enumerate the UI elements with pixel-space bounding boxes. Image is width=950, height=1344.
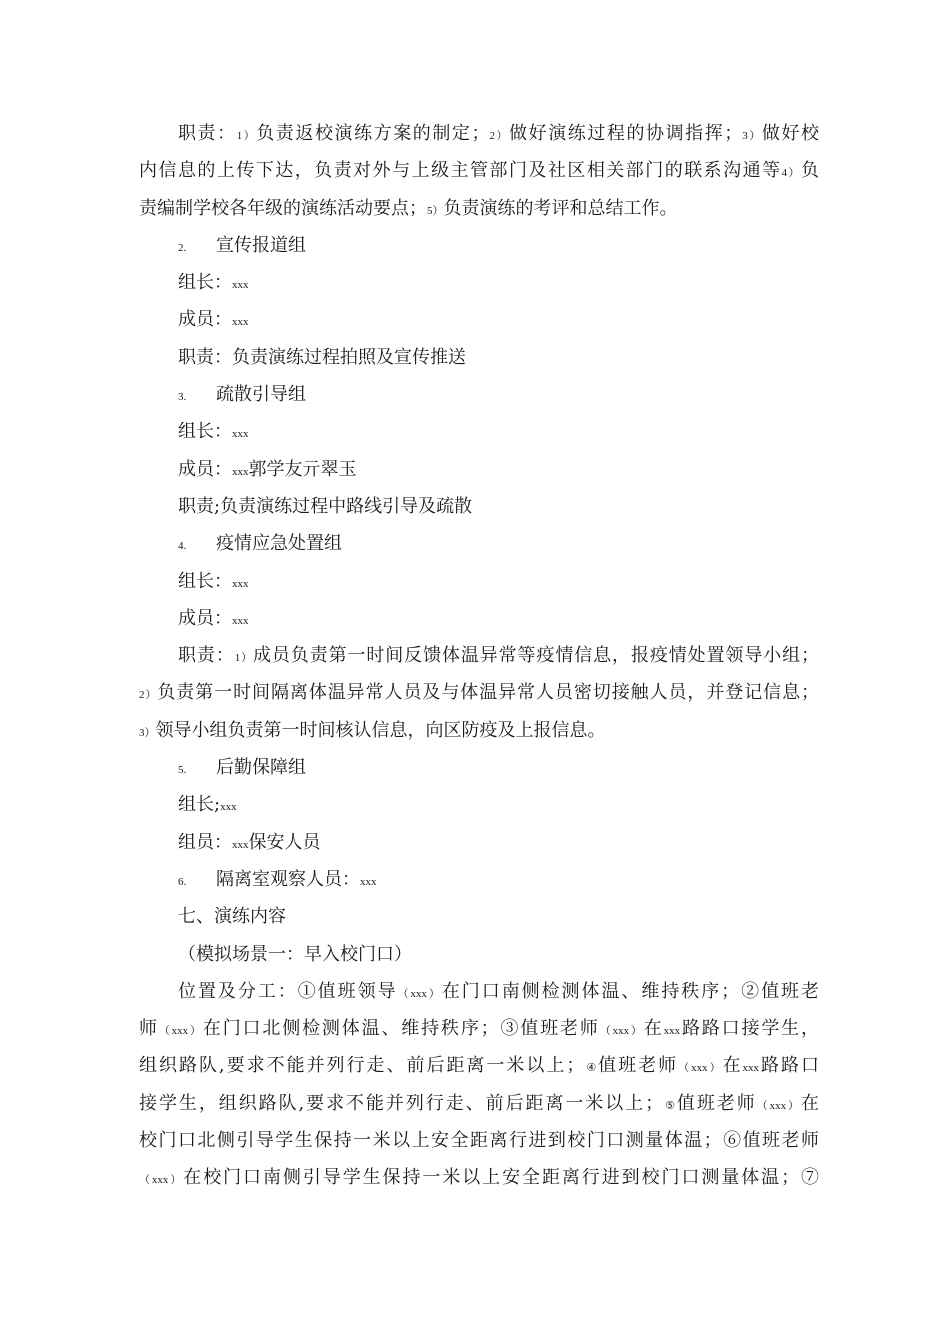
value: xxx <box>232 428 249 441</box>
scene-title: （模拟场景一：早入校门口） <box>178 943 412 965</box>
text: 接学生，组织路队,要求不能并列行走、前后距离一米以上； <box>139 1092 664 1114</box>
value: 保安人员 <box>248 831 321 853</box>
value: xxx <box>232 577 249 590</box>
text: 职责： <box>178 645 235 667</box>
group-title: 疫情应急处置组 <box>216 533 342 555</box>
value: xxx <box>232 614 249 627</box>
document-body <box>139 115 819 1197</box>
text: 师 <box>139 1018 159 1040</box>
group-members <box>139 600 819 637</box>
value: xxx <box>220 801 237 814</box>
text: 路路口 <box>759 1055 819 1077</box>
text: 值班老师 <box>676 1092 757 1114</box>
label: 组长; <box>178 794 221 816</box>
text: 领导小组负责第一时间核认信息，向区防疫及上报信息。 <box>155 719 606 741</box>
duty-line-1 <box>139 115 819 152</box>
placeholder-name: （xxx） <box>158 1025 203 1038</box>
list-number: ⑤ <box>663 1099 677 1112</box>
placeholder-name: （xxx） <box>678 1062 723 1075</box>
list-number: 3） <box>139 726 156 739</box>
text: 做好校 <box>761 123 819 144</box>
placeholder-name: （xxx） <box>599 1025 644 1038</box>
label: 组员： <box>178 831 232 853</box>
position-line-6 <box>139 1159 819 1196</box>
value: xxx <box>360 875 377 888</box>
text: 在门口北侧检测体温、维持秩序；③值班老师 <box>202 1018 600 1040</box>
placeholder-name: xxx <box>742 1062 760 1075</box>
list-number: 4） <box>781 167 802 180</box>
group-leader <box>139 413 819 450</box>
text: 负责演练的考评和总结工作。 <box>443 197 678 219</box>
label: 成员： <box>178 309 232 331</box>
list-number: 2） <box>139 689 158 702</box>
group-title: 疏散引导组 <box>216 384 306 406</box>
list-number: 4. <box>178 540 187 553</box>
group-title: 宣传报道组 <box>216 234 306 256</box>
text: 内信息的上传下达，负责对外与上级主管部门及社区相关部门的联系沟通等 <box>139 160 782 182</box>
list-number: 2） <box>489 130 510 142</box>
value: xxx <box>232 838 249 851</box>
text: 职责： <box>178 123 237 144</box>
duty-line-2 <box>139 152 819 189</box>
text: 做好演练过程的协调指挥； <box>509 123 743 144</box>
text: 在 <box>722 1055 743 1077</box>
list-number: 5. <box>178 764 187 777</box>
list-number: 1） <box>236 130 257 142</box>
value: 郭学友亓翠玉 <box>248 458 357 480</box>
text: 路路口接学生， <box>680 1018 819 1040</box>
placeholder-name: （xxx） <box>139 1174 184 1187</box>
group-title: 隔离室观察人员： <box>216 868 360 890</box>
group-heading <box>139 525 819 562</box>
group-leader <box>139 786 819 823</box>
group-duty: 职责;负责演练过程中路线引导及疏散 <box>178 495 473 517</box>
list-number: 2. <box>178 241 187 254</box>
group-leader <box>139 264 819 301</box>
value: xxx <box>232 279 249 292</box>
text: 在校门口南侧引导学生保持一米以上安全距离行进到校门口测量体温；⑦ <box>183 1167 819 1189</box>
placeholder-name: xxx <box>663 1025 681 1038</box>
group-heading <box>139 227 819 264</box>
group-heading <box>139 376 819 413</box>
text: 负 <box>801 160 819 182</box>
placeholder-name: （xxx） <box>756 1099 801 1112</box>
list-number: 3） <box>742 130 762 142</box>
position-line-4 <box>139 1085 819 1122</box>
list-number: 1） <box>234 652 253 665</box>
label: 组长： <box>178 421 232 443</box>
group-members <box>139 451 819 488</box>
duty-line-3 <box>139 190 819 227</box>
group-leader <box>139 563 819 600</box>
list-number: 6. <box>178 875 187 888</box>
value: xxx <box>232 316 249 329</box>
position-line-5: 校门口北侧引导学生保持一米以上安全距离行进到校门口测量体温；⑥值班老师 <box>139 1130 819 1152</box>
label: 组长： <box>178 570 232 592</box>
value: xxx <box>232 465 249 478</box>
group-title: 后勤保障组 <box>216 757 306 779</box>
placeholder-name: （xxx） <box>397 987 442 1000</box>
list-number: ④ <box>584 1062 599 1075</box>
text: 在门口南侧检测体温、维持秩序；②值班老 <box>441 980 819 1002</box>
label: 成员： <box>178 458 232 480</box>
group-members <box>139 824 819 861</box>
label: 成员： <box>178 607 232 629</box>
list-number: 5） <box>427 204 444 217</box>
text: 成员负责第一时间反馈体温异常等疫情信息，报疫情处置领导小组； <box>253 645 819 667</box>
text: 负责返校演练方案的制定； <box>256 123 490 144</box>
position-line-3 <box>139 1047 819 1084</box>
group-duty <box>139 712 819 749</box>
text: 负责第一时间隔离体温异常人员及与体温异常人员密切接触人员，并登记信息； <box>157 682 819 704</box>
position-line-2 <box>139 1010 819 1047</box>
label: 组长： <box>178 272 232 294</box>
text: 位置及分工：①值班领导 <box>178 980 398 1002</box>
text: 责编制学校各年级的演练活动要点； <box>139 197 427 219</box>
text: 值班老师 <box>598 1055 679 1077</box>
group-duty: 职责：负责演练过程拍照及宣传推送 <box>178 346 466 368</box>
list-number: 3. <box>178 391 187 404</box>
text: 组织路队,要求不能并列行走、前后距离一米以上； <box>139 1055 585 1077</box>
group-duty <box>139 674 819 711</box>
group-duty <box>139 637 819 674</box>
position-line-1 <box>139 973 819 1010</box>
group-members <box>139 301 819 338</box>
section-heading: 七、演练内容 <box>178 906 286 928</box>
text: 在 <box>643 1018 664 1040</box>
text: 在 <box>801 1092 819 1114</box>
group-heading <box>139 749 819 786</box>
group-heading <box>139 861 819 898</box>
